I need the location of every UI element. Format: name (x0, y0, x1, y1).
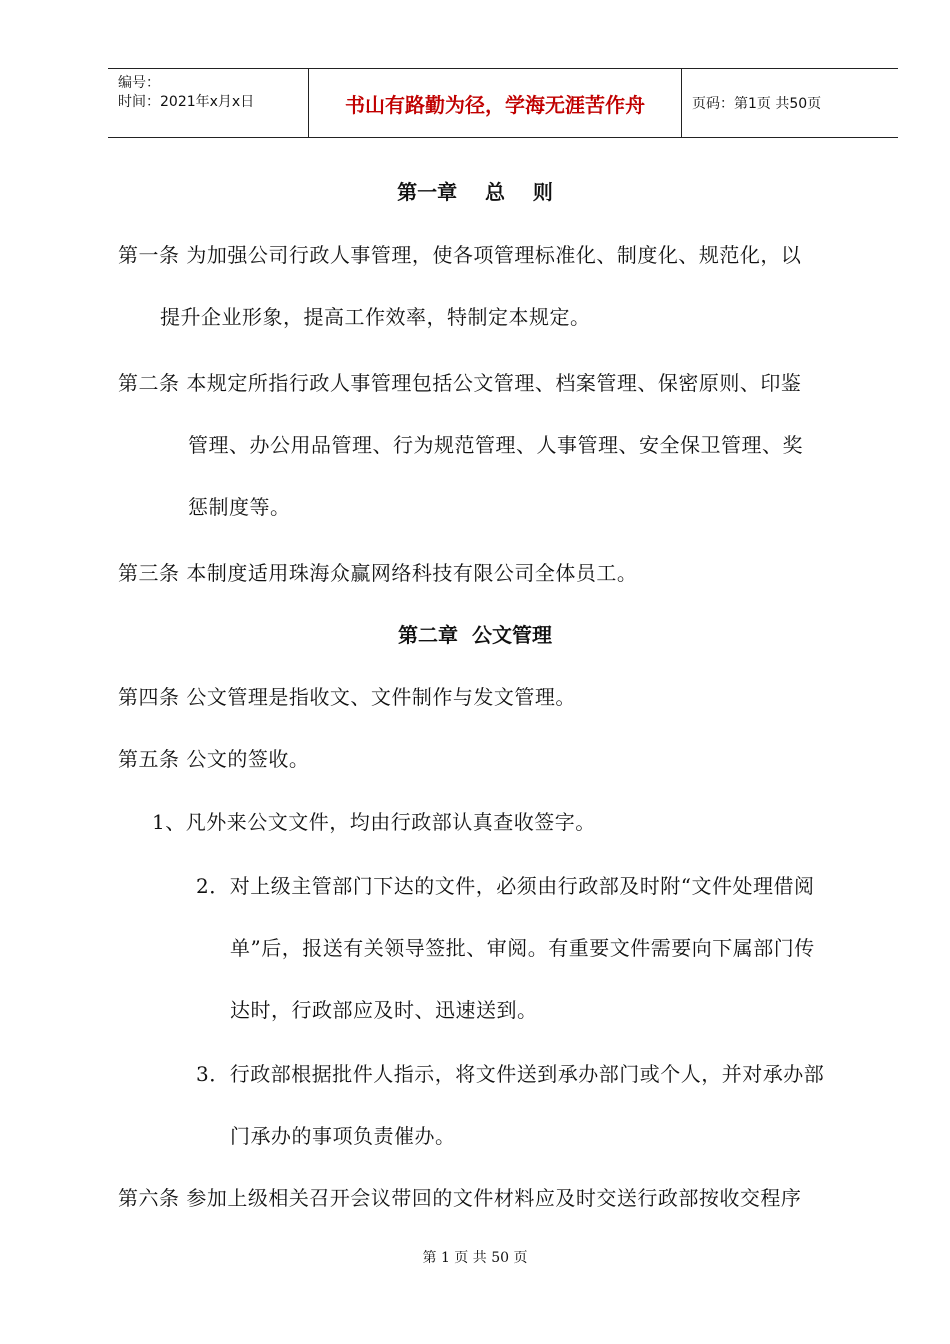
article-4-line-1: 第四条 公文管理是指收文、文件制作与发文管理。 (118, 685, 576, 709)
article-6-line-1: 第六条 参加上级相关召开会议带回的文件材料应及时交送行政部按收交程序 (118, 1186, 802, 1210)
footer-page-number: 第 1 页 共 50 页 (422, 1250, 528, 1266)
article-5-item-2-line-2: 单”后，报送有关领导签批、审阅。有重要文件需要向下属部门传 (230, 936, 815, 960)
header-page-info: 页码：第1页 共50页 (692, 96, 822, 112)
article-2-line-2: 管理、办公用品管理、行为规范管理、人事管理、安全保卫管理、奖 (188, 433, 803, 457)
article-2-line-3: 惩制度等。 (188, 495, 291, 519)
header-motto: 书山有路勤为径，学海无涯苦作舟 (309, 69, 682, 137)
article-2-line-1: 第二条 本规定所指行政人事管理包括公文管理、档案管理、保密原则、印鉴 (118, 371, 802, 395)
article-5-item-2-line-1: 2．对上级主管部门下达的文件，必须由行政部及时附“文件处理借阅 (196, 874, 815, 898)
article-5-item-3-line-1: 3．行政部根据批件人指示，将文件送到承办部门或个人，并对承办部 (196, 1062, 825, 1086)
chapter-1-title: 第一章 总 则 (397, 180, 553, 204)
header-left-cell (108, 69, 309, 137)
chapter-2-title: 第二章 公文管理 (398, 623, 552, 647)
article-5-item-1: 1、凡外来公文文件，均由行政部认真查收签字。 (152, 810, 596, 834)
article-1-line-1: 第一条 为加强公司行政人事管理，使各项管理标准化、制度化、规范化，以 (118, 243, 802, 267)
article-1-line-2: 提升企业形象，提高工作效率，特制定本规定。 (160, 305, 591, 329)
page-footer (0, 1247, 950, 1267)
document-time-label: 时间：2021年x月x日 (118, 94, 255, 110)
article-5-item-2-line-3: 达时，行政部应及时、迅速送到。 (230, 998, 538, 1022)
article-5-item-3-line-2: 门承办的事项负责催办。 (230, 1124, 456, 1148)
document-number-label: 编号： (118, 75, 160, 91)
article-5-line-1: 第五条 公文的签收。 (118, 747, 310, 771)
header-table (108, 68, 898, 138)
article-3-line-1: 第三条 本制度适用珠海众赢网络科技有限公司全体员工。 (118, 561, 638, 585)
